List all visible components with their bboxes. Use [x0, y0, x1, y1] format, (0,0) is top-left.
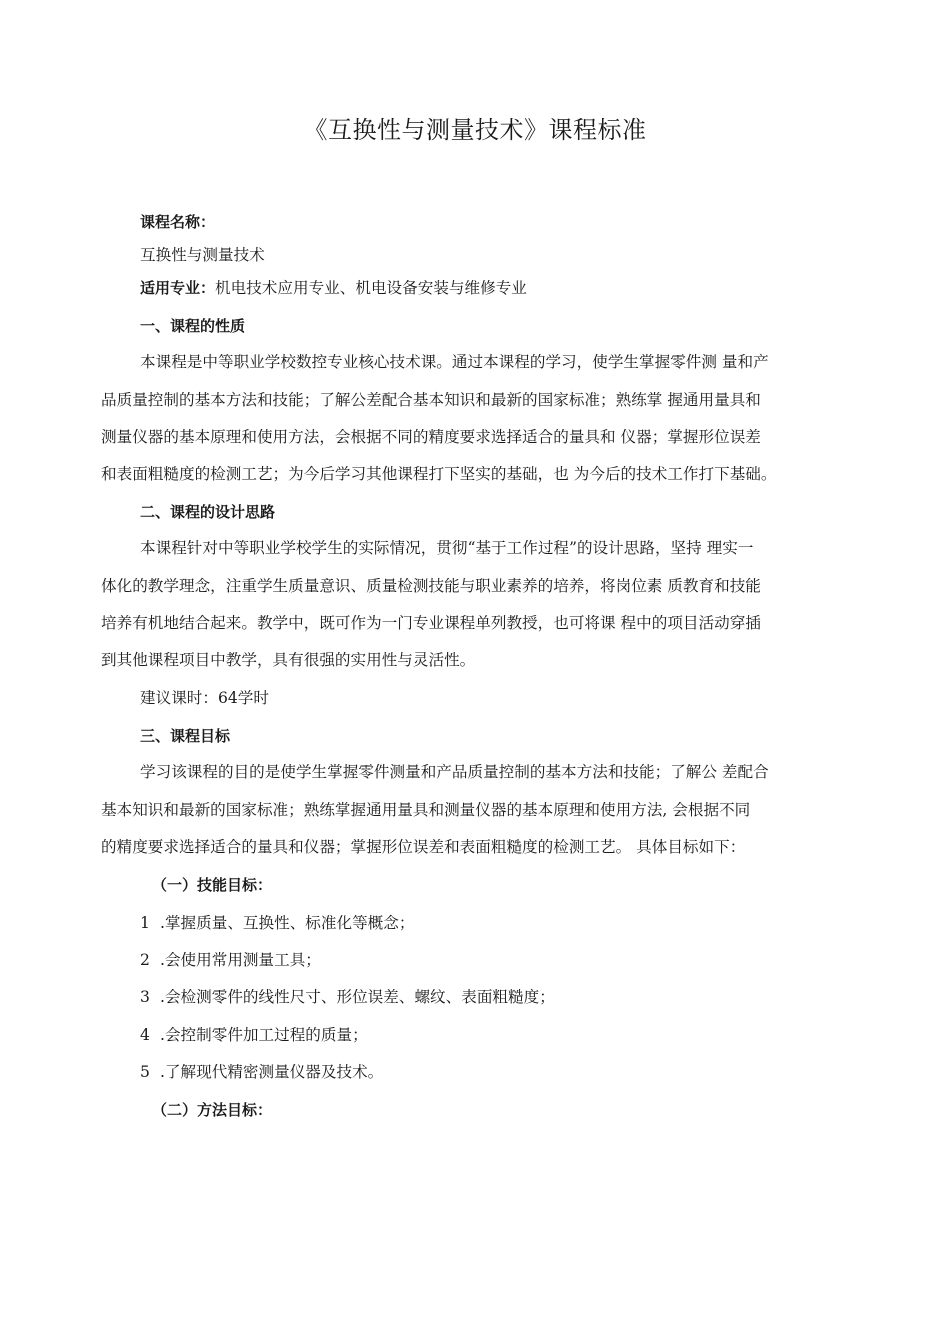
list-item — [140, 912, 900, 934]
list-item — [140, 1061, 900, 1083]
paragraph-line: 和表面粗糙度的检测工艺；为今后学习其他课程打下坚实的基础，也 为今后的技术工作打下基础。 — [101, 465, 777, 483]
list-item-text: .了解现代精密测量仪器及技术。 — [160, 1063, 384, 1081]
method-goals-heading: （二）方法目标： — [152, 1101, 273, 1119]
list-item — [140, 986, 900, 1008]
paragraph-line: 基本知识和最新的国家标准；熟练掌握通用量具和测量仪器的基本原理和使用方法, 会根据不同 — [101, 801, 751, 819]
list-item-number: 4 — [140, 1026, 150, 1044]
major-line — [140, 277, 900, 299]
paragraph-line: 本课程针对中等职业学校学生的实际情况，贯彻“基于工作过程”的设计思路，坚持 理实一 — [140, 539, 754, 557]
paragraph-line: 测量仪器的基本原理和使用方法，会根据不同的精度要求选择适合的量具和 仪器；掌握形位误差 — [101, 428, 761, 446]
paragraph-line: 培养有机地结合起来。教学中，既可作为一门专业课程单列教授，也可将课 程中的项目活动穿插 — [101, 614, 761, 632]
list-item — [140, 1024, 900, 1046]
list-item — [140, 949, 900, 971]
list-item-text: .掌握质量、互换性、标准化等概念； — [160, 914, 415, 932]
paragraph-line: 到其他课程项目中教学，具有很强的实用性与灵活性。 — [101, 651, 476, 669]
list-item-number: 3 — [140, 988, 150, 1006]
suggested-hours: 建议课时：64学时 — [140, 689, 269, 707]
section2-heading: 二、课程的设计思路 — [140, 503, 276, 521]
paragraph-line: 的精度要求选择适合的量具和仪器；掌握形位误差和表面粗糙度的检测工艺。 具体目标如下： — [101, 838, 746, 856]
paragraph-line: 体化的教学理念，注重学生质量意识、质量检测技能与职业素养的培养，将岗位素 质教育和技能 — [101, 577, 761, 595]
skill-goals-heading: （一）技能目标： — [152, 876, 273, 894]
list-item-number: 1 — [140, 914, 150, 932]
paragraph-line: 学习该课程的目的是使学生掌握零件测量和产品质量控制的基本方法和技能；了解公 差配合 — [140, 763, 769, 781]
major-label: 适用专业： — [140, 279, 216, 297]
list-item-text: .会检测零件的线性尺寸、形位误差、螺纹、表面粗糙度； — [160, 988, 555, 1006]
list-item-number: 5 — [140, 1063, 150, 1081]
major-value: 机电技术应用专业、机电设备安装与维修专业 — [215, 279, 527, 297]
paragraph-line: 品质量控制的基本方法和技能；了解公差配合基本知识和最新的国家标准；熟练掌 握通用量具和 — [101, 391, 761, 409]
document-title: 《互换性与测量技术》课程标准 — [303, 116, 647, 144]
paragraph-line: 本课程是中等职业学校数控专业核心技术课。通过本课程的学习，使学生掌握零件测 量和产 — [140, 353, 769, 371]
list-item-text: .会使用常用测量工具； — [160, 951, 321, 969]
list-item-number: 2 — [140, 951, 150, 969]
section3-heading: 三、课程目标 — [140, 727, 231, 745]
course-name-value: 互换性与测量技术 — [140, 246, 265, 264]
list-item-text: .会控制零件加工过程的质量； — [160, 1026, 368, 1044]
course-name-label: 课程名称： — [140, 213, 216, 231]
section1-heading: 一、课程的性质 — [140, 317, 246, 335]
